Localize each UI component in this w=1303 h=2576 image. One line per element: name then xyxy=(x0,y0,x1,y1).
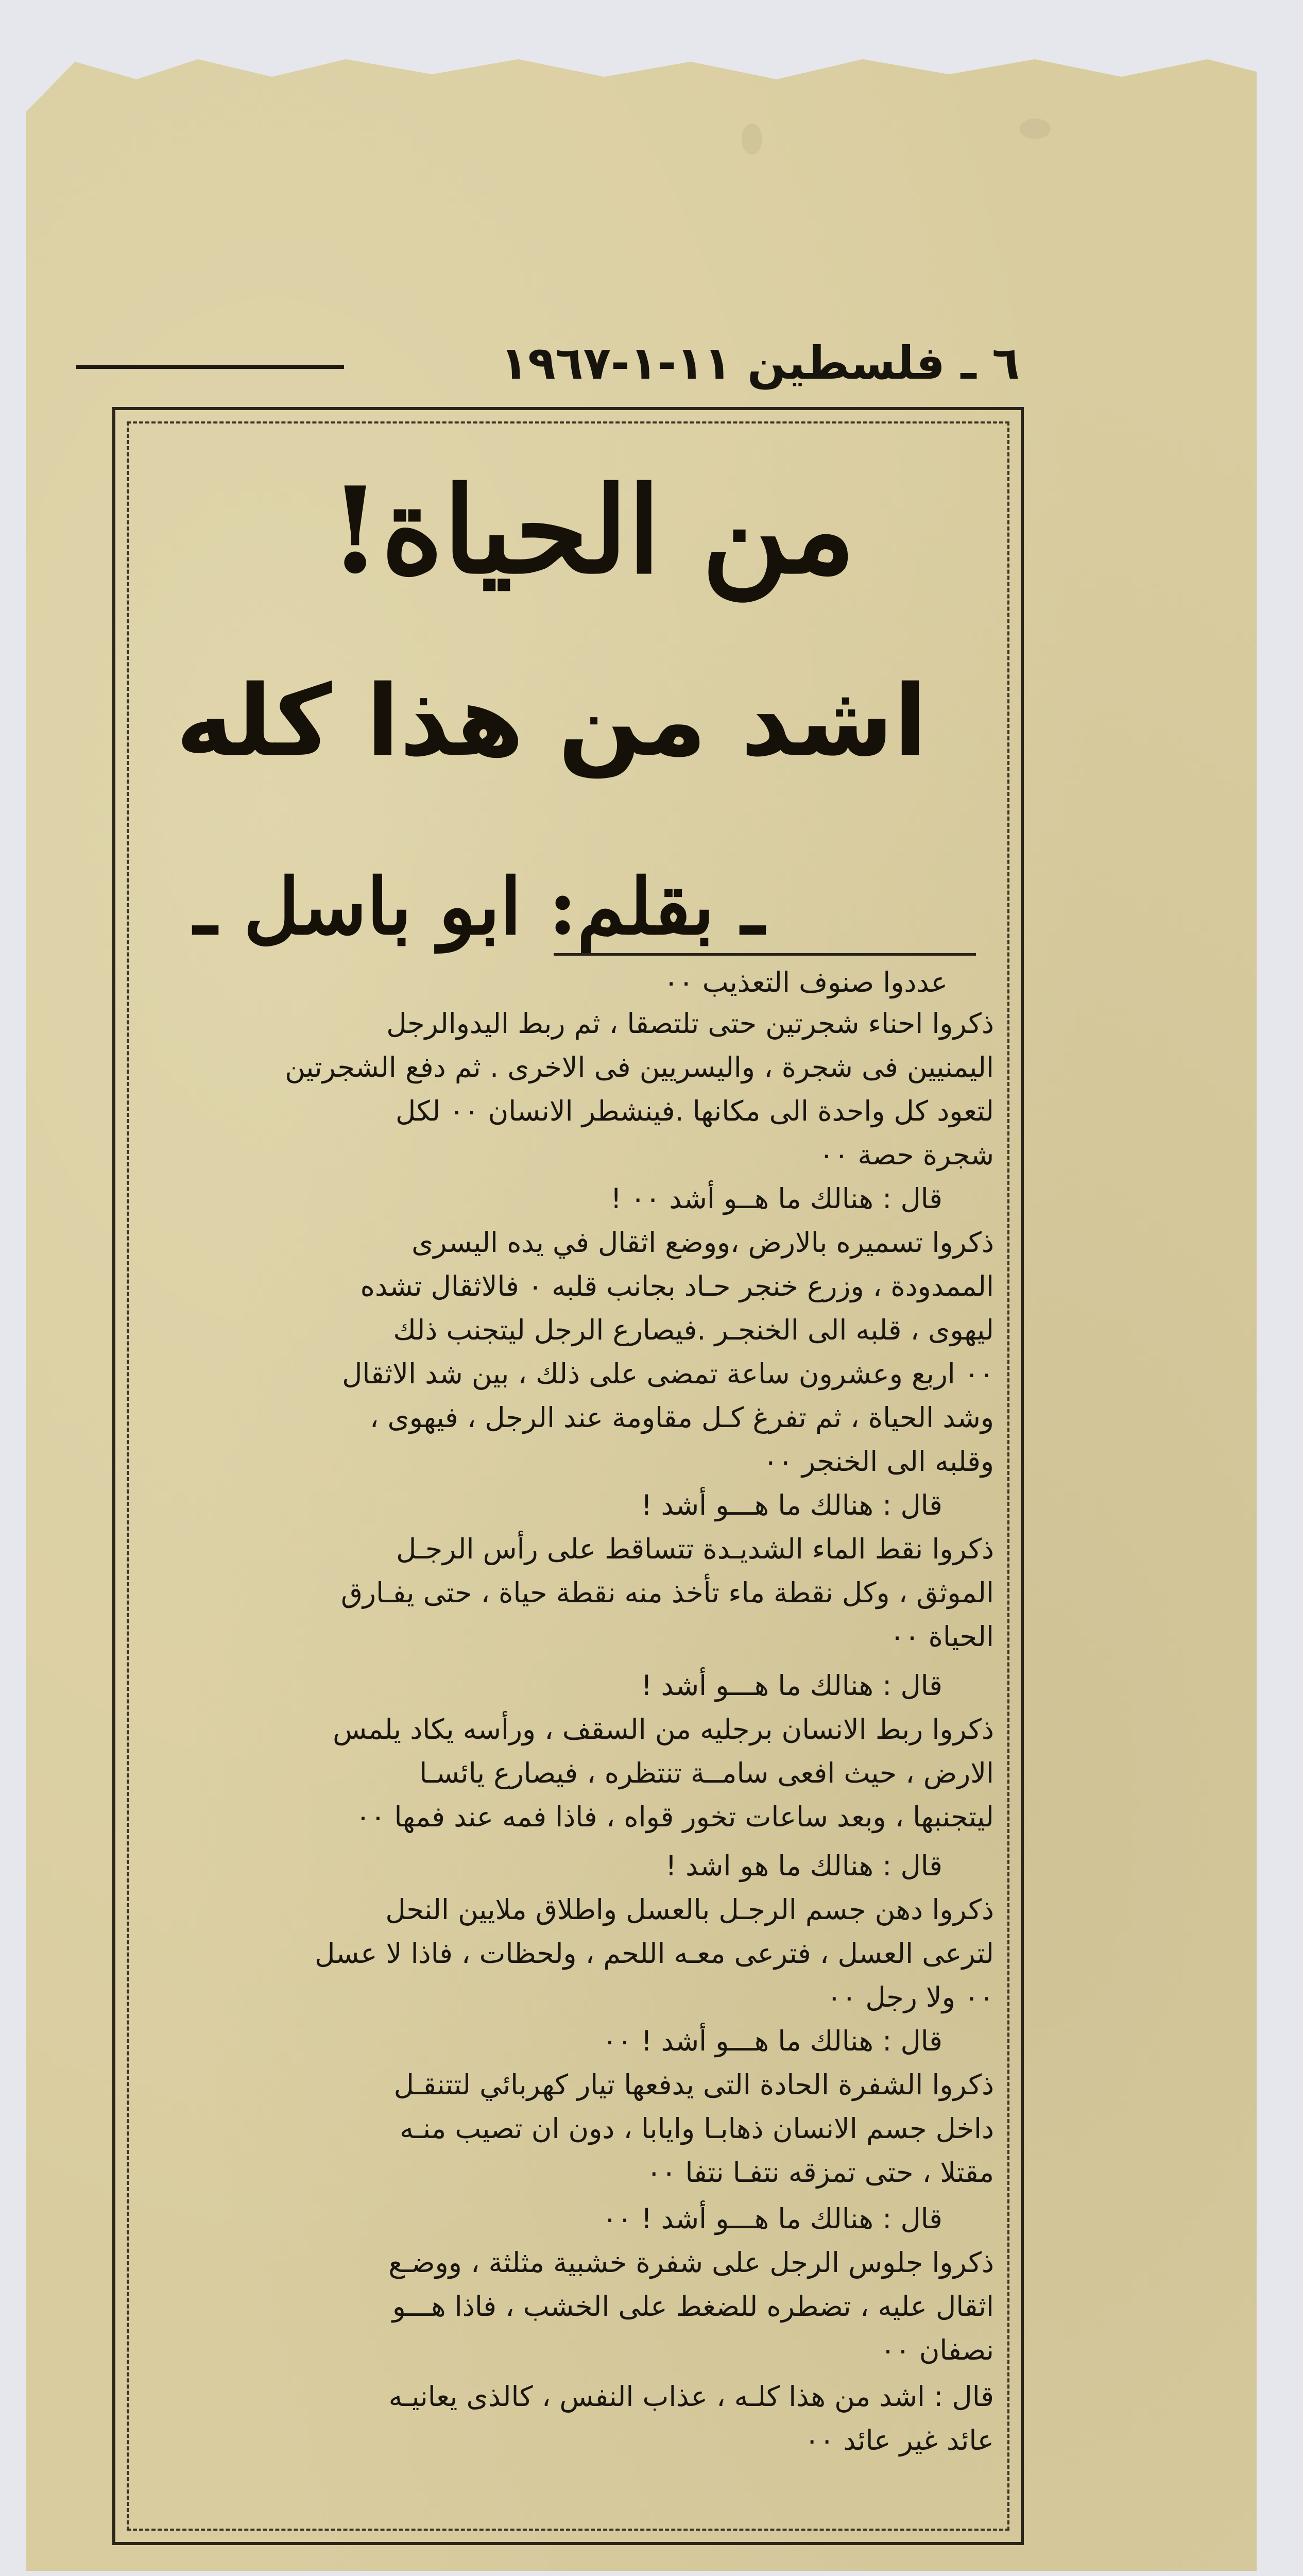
article-line: قال : هنالك ما هـــو أشد ! xyxy=(641,1669,942,1702)
byline-rule xyxy=(554,953,976,956)
article-line: اليمنيين فى شجرة ، واليسريين فى الاخرى . ثم دفع الشجرتين xyxy=(285,1051,994,1083)
article-line: عددوا صنوف التعذيب ٠٠ xyxy=(663,966,948,998)
article-line: نصفان ٠٠ xyxy=(880,2334,994,2366)
article-line: داخل جسم الانسان ذهابـا وايابا ، دون ان تصيب منـه xyxy=(400,2112,994,2145)
article-line: الارض ، حيث افعى سامــة تنتظره ، فيصارع يائسـا xyxy=(419,1757,994,1789)
header-rule xyxy=(76,365,344,369)
article-subtitle: اشد من هذا كله xyxy=(176,664,927,778)
article-line: وقلبه الى الخنجر ٠٠ xyxy=(763,1445,994,1478)
newspaper-date-line: ٦ ـ فلسطين ١١-١-١٩٦٧ xyxy=(500,336,1020,389)
article-line: ذكروا تسميره بالارض ،ووضع اثقال في يده اليسرى xyxy=(412,1226,994,1259)
article-byline: ـ بقلم: ابو باسل ـ xyxy=(194,861,764,952)
article-line: الموثق ، وكل نقطة ماء تأخذ منه نقطة حياة ، حتى يفـارق xyxy=(340,1577,994,1609)
article-line: ٠٠ اربع وعشرون ساعة تمضى على ذلك ، بين شد الاثقال xyxy=(342,1358,994,1390)
article-line: قال : هنالك ما هــو أشد ٠٠ ! xyxy=(610,1182,942,1215)
article-title: من الحياة! xyxy=(329,461,855,600)
article-line: الممدودة ، وزرع خنجر حـاد بجانب قلبه ٠ فالاثقال تشده xyxy=(360,1270,994,1302)
article-line: ليتجنبها ، وبعد ساعات تخور قواه ، فاذا فمه عند فمها ٠٠ xyxy=(355,1801,994,1833)
article-line: مقتلا ، حتى تمزقه نتفـا نتفا ٠٠ xyxy=(646,2156,994,2189)
article-line: قال : هنالك ما هـــو أشد ! ٠٠ xyxy=(602,2025,942,2057)
article-line: ليهوى ، قلبه الى الخنجـر .فيصارع الرجل ليتجنب ذلك xyxy=(393,1314,994,1346)
article-line: وشد الحياة ، ثم تفرغ كـل مقاومة عند الرجل ، فيهوى ، xyxy=(369,1401,994,1434)
article-line: ذكروا جلوس الرجل على شفرة خشبية مثلثة ، ووضـع xyxy=(388,2246,994,2279)
article-line: قال : هنالك ما هـــو أشد ! xyxy=(641,1489,942,1521)
article-line: ٠٠ ولا رجل ٠٠ xyxy=(827,1981,994,2013)
paper-stain xyxy=(1020,118,1051,139)
paper-stain xyxy=(742,124,762,155)
article-line: قال : هنالك ما هو اشد ! xyxy=(665,1850,942,1882)
article-line: لترعى العسل ، فترعى معـه اللحم ، ولحظات ، فاذا لا عسل xyxy=(315,1937,994,1970)
article-line: ذكروا الشفرة الحادة التى يدفعها تيار كهربائي لتتنقـل xyxy=(393,2069,994,2101)
article-line: اثقال عليه ، تضطره للضغط على الخشب ، فاذا هـــو xyxy=(392,2290,994,2323)
article-line: قال : هنالك ما هـــو أشد ! ٠٠ xyxy=(602,2202,942,2235)
article-line: ذكروا نقط الماء الشديـدة تتساقط على رأس الرجـل xyxy=(396,1533,994,1565)
article-body xyxy=(149,961,994,2506)
article-line: الحياة ٠٠ xyxy=(889,1620,994,1653)
article-line: شجرة حصة ٠٠ xyxy=(819,1139,994,1171)
article-line: عائد غير عائد ٠٠ xyxy=(804,2424,994,2456)
article-line: قال : اشد من هذا كلـه ، عذاب النفس ، كالذى يعانيـه xyxy=(388,2380,994,2413)
article-line: ذكروا احناء شجرتين حتى تلتصقا ، ثم ربط اليدوالرجل xyxy=(386,1007,994,1040)
article-line: ذكروا ربط الانسان برجليه من السقف ، ورأسه يكاد يلمس xyxy=(333,1713,994,1745)
article-line: لتعود كل واحدة الى مكانها .فينشطر الانسان ٠٠ لكل xyxy=(396,1095,994,1127)
article-line: ذكروا دهن جسم الرجـل بالعسل واطلاق ملايين النحل xyxy=(385,1893,994,1926)
